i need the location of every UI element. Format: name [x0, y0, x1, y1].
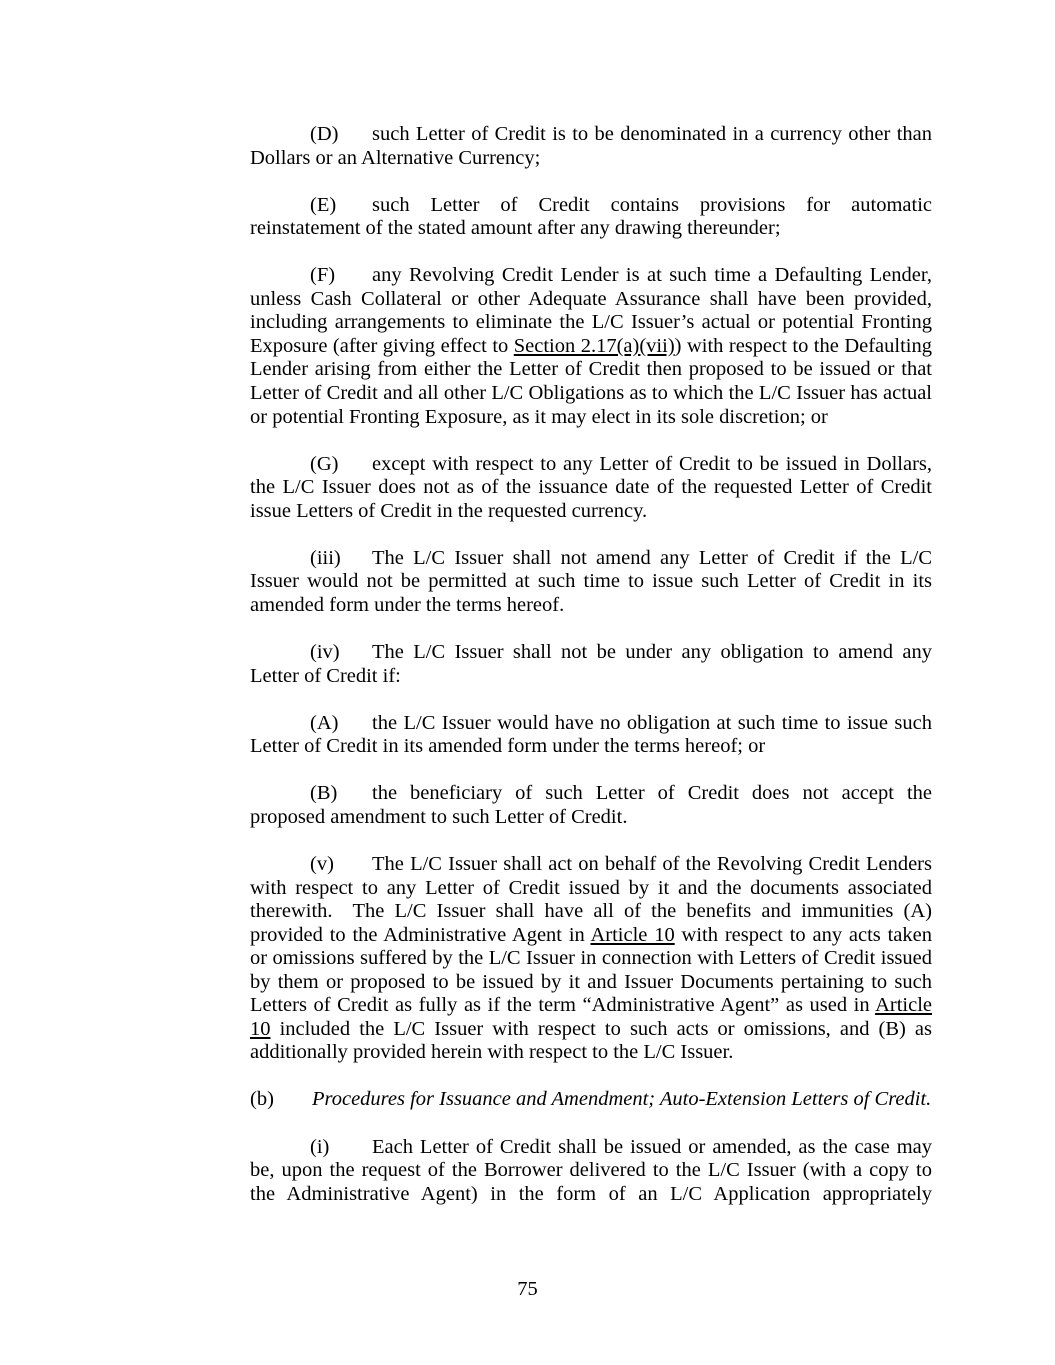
paragraph-text: The L/C Issuer shall not amend any Letter of Credit if the L/C Issuer would not be permitted at such time to issue such Letter of Credit in its amended form under the terms hereof. — [250, 546, 932, 616]
paragraph — [250, 853, 932, 1065]
paragraph-label: (G) — [310, 452, 339, 475]
paragraph-label: (b) — [250, 1088, 274, 1111]
paragraph-label: (E) — [310, 193, 337, 216]
section-reference: Article 10 — [250, 994, 932, 1040]
paragraph-label: (F) — [310, 264, 336, 287]
paragraph-text: The L/C Issuer shall not be under any obligation to amend any Letter of Credit if: — [250, 641, 932, 687]
paragraph-text: such Letter of Credit contains provisions for automatic reinstatement of the stated amount after any drawing thereunder; — [250, 193, 932, 240]
paragraph-text: with respect to any acts taken or omissions suffered by the L/C Issuer in connection with Letters of Credit issued by them or proposed to be issued by it and Issuer Documents pertaining to such Letters of Credit as fully as if the term “Administrative Agent” as used in — [250, 923, 932, 1017]
paragraph — [250, 194, 932, 241]
page-number: 75 — [517, 1278, 538, 1300]
paragraph-text: the beneficiary of such Letter of Credit does not accept the proposed amendment to such Letter of Credit. — [250, 782, 932, 828]
paragraph-label: (v) — [310, 852, 334, 875]
paragraph-text: The L/C Issuer shall act on behalf of the Revolving Credit Lenders with respect to any Letter of Credit issued by it and the documents associated therewith. The L/C Issuer shall have all of the benefits and immunities (A) provided to the Administrative Agent in — [250, 852, 932, 946]
paragraph-label: (iii) — [310, 546, 341, 569]
paragraph-text: ) with respect to the Defaulting Lender arising from either the Letter of Credit then proposed to be issued or that Letter of Credit and all other L/C Obligations as to which the L/C Issuer has actual or potential Fronting Exposure, as it may elect in its sole discretion; or — [250, 334, 932, 428]
paragraph-text: Each Letter of Credit shall be issued or amended, as the case may be, upon the request of the Borrower delivered to the L/C Issuer (with a copy to the Administrative Agent) in the form of an L/C Application appropriately — [250, 1135, 932, 1205]
paragraph-label: (A) — [310, 711, 339, 734]
paragraph-label: (iv) — [310, 641, 340, 664]
paragraph-text: any Revolving Credit Lender is at such time a Defaulting Lender, unless Cash Collateral or other Adequate Assurance shall have been provided, including arrangements to eliminate the L/C Issuer’s actual or potential Fronting Exposure (after giving effect to — [250, 264, 932, 357]
section-reference: Section 2.17(a)(vii) — [513, 334, 675, 357]
paragraph — [250, 264, 932, 429]
paragraph — [250, 712, 932, 759]
paragraph-text: such Letter of Credit is to be denominated in a currency other than Dollars or an Alternative Currency; — [250, 123, 932, 169]
paragraph-label: (D) — [310, 123, 339, 145]
paragraph — [250, 547, 932, 618]
section-reference: Article 10 — [590, 923, 675, 946]
document-content — [120, 123, 932, 1230]
paragraph-text: included the L/C Issuer with respect to such acts or omissions, and (B) as additionally provided herein with respect to the L/C Issuer. — [250, 1017, 932, 1064]
paragraph — [120, 1088, 932, 1112]
paragraph — [250, 782, 932, 829]
paragraph — [250, 641, 932, 688]
paragraph — [250, 123, 932, 170]
paragraph-text: except with respect to any Letter of Credit to be issued in Dollars, the L/C Issuer does not as of the issuance date of the requested Letter of Credit issue Letters of Credit in the requested currency. — [250, 452, 932, 522]
paragraph-label: (B) — [310, 782, 338, 805]
paragraph-label: (i) — [310, 1135, 330, 1158]
paragraph-text: Procedures for Issuance and Amendment; Auto-Extension Letters of Credit. — [312, 1088, 932, 1111]
paragraph — [250, 453, 932, 524]
paragraph-text: the L/C Issuer would have no obligation at such time to issue such Letter of Credit in its amended form under the terms hereof; or — [250, 711, 932, 758]
paragraph — [250, 1136, 932, 1207]
